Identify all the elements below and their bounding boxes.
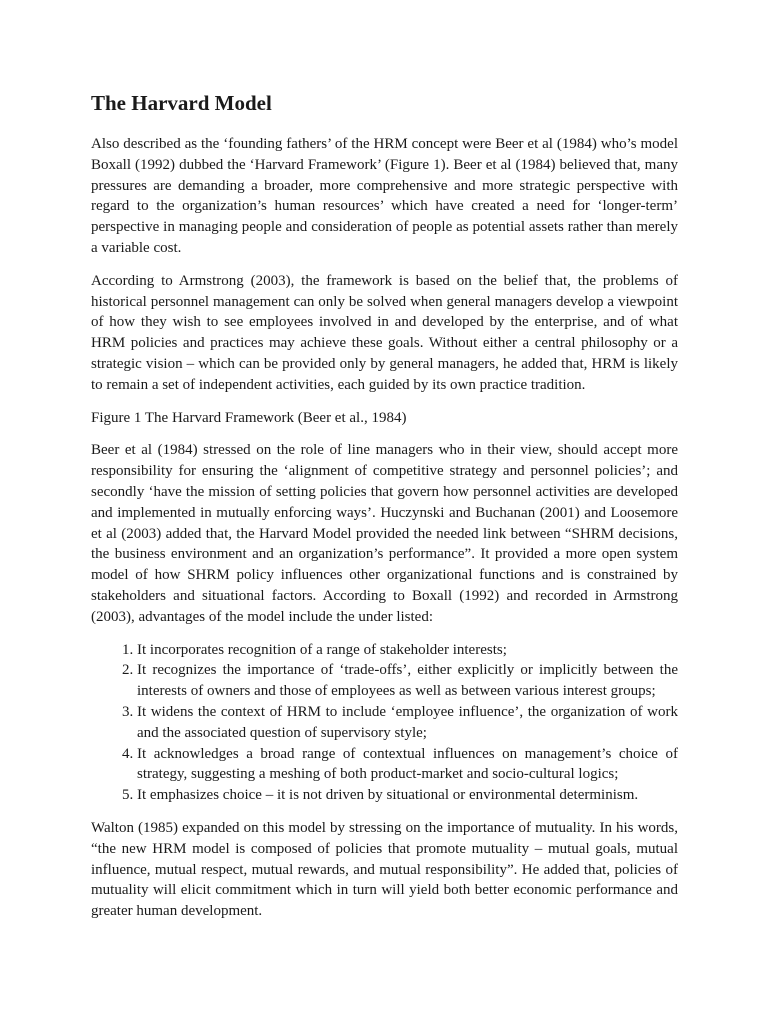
list-item: 4. It acknowledges a broad range of contextual influences on management’s choice of strategy, suggesting a meshing of both product-market and socio-cultural logics; <box>137 744 678 786</box>
list-item: 1. It incorporates recognition of a range of stakeholder interests; <box>137 640 678 661</box>
list-item: 3. It widens the context of HRM to include ‘employee influence’, the organization of work and the associated question of supervisory style; <box>137 702 678 744</box>
paragraph-armstrong: According to Armstrong (2003), the framework is based on the belief that, the problems of historical personnel management can only be solved when general managers develop a viewpoint of how they wish to see employees involved in and developed by the enterprise, and of what HRM policies and practices may achieve these goals. Without either a central philosophy or a strategic vision – which can be provided only by general managers, he added that, HRM is likely to remain a set of independent activities, each guided by its own practice tradition. <box>91 272 678 393</box>
paragraph-walton: Walton (1985) expanded on this model by stressing on the importance of mutuality. In his words, “the new HRM model is composed of policies that promote mutuality – mutual goals, mutual influence, mutual respect, mutual rewards, and mutual responsibility”. He added that, policies of mutuality will elicit commitment which in turn will yield both better economic performance and greater human development. <box>91 819 678 920</box>
list-item: 2. It recognizes the importance of ‘trade-offs’, either explicitly or implicitly between the interests of owners and those of employees as well as between various interest groups; <box>137 660 678 702</box>
paragraph-line-managers: Beer et al (1984) stressed on the role of line managers who in their view, should accept more responsibility for ensuring the ‘alignment of competitive strategy and personnel policies’; and secondly ‘have the mission of setting policies that govern how personnel activities are developed and implemented in mutually enforcing ways’. Huczynski and Buchanan (2001) and Loosemore et al (2003) added that, the Harvard Model provided the needed link between “SHRM decisions, the business environment and an organization’s performance”. It provided a more open system model of how SHRM policy influences other organizational functions and is constrained by stakeholders and situational factors. According to Boxall (1992) and recorded in Armstrong (2003), advantages of the model include the under listed: <box>91 442 678 625</box>
list-item: 5. It emphasizes choice – it is not driven by situational or environmental determinism. <box>137 785 678 806</box>
figure-caption: Figure 1 The Harvard Framework (Beer et al., 1984) <box>91 409 407 426</box>
paragraph-intro: Also described as the ‘founding fathers’ of the HRM concept were Beer et al (1984) who’s model Boxall (1992) dubbed the ‘Harvard Framework’ (Figure 1). Beer et al (1984) believed that, many pressures are demanding a broader, more comprehensive and more strategic perspective with regard to the organization’s human resources’ which have created a need for ‘longer-term’ perspective in managing people and consideration of people as potential assets rather than merely a variable cost. <box>91 136 678 256</box>
advantages-list <box>91 640 678 806</box>
page-title: The Harvard Model <box>91 91 272 115</box>
